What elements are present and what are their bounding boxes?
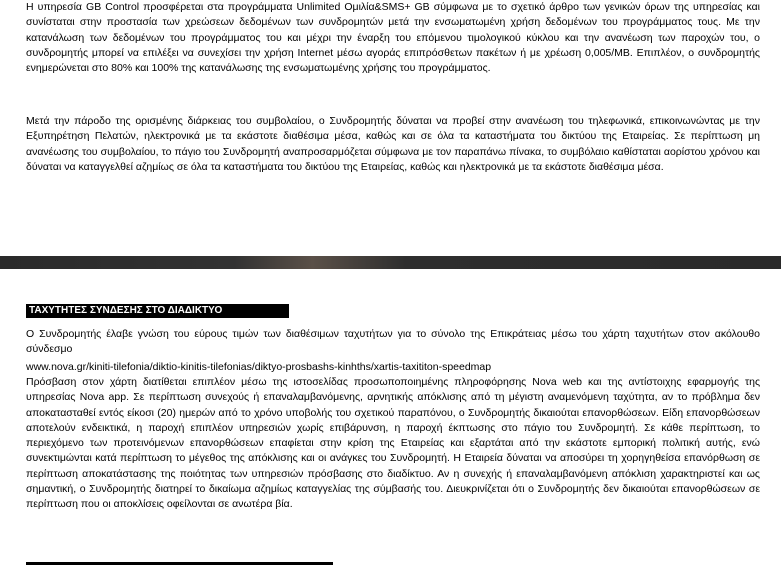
section-title: ΤΑΧΥΤΗΤΕΣ ΣΥΝΔΕΣΗΣ ΣΤΟ ΔΙΑΔΙΚΤΥΟ (26, 304, 289, 318)
contract-renewal-paragraph: Μετά την πάροδο της ορισμένης διάρκειας του συμβολαίου, ο Συνδρομητής δύναται να προβεί στην ανανέωση του τηλεφωνικά, επικοινωνώντας με την Εξυπηρέτηση Πελατών, ηλεκτρονικά με τα εκάστοτε διαθέσιμα μέσα, καθώς και σε όλα τα καταστήματα του δικτύου της Εταιρείας. Σε περίπτωση μη ανανέωσης του συμβολαίου, το πάγιο του Συνδρομητή αναπροσαρμόζεται σύμφωνα με τον παραπάνω πίνακα, το συμβόλαιο καθίσταται αορίστου χρόνου και δύναται να καταγγελθεί αζημίως σε όλα τα καταστήματα του δικτύου της Εταιρείας, καθώς και ηλεκτρονικά με τα εκάστοτε διαθέσιμα μέσα. (26, 115, 760, 173)
banner-image-strip (0, 256, 781, 269)
speedmap-link[interactable]: www.nova.gr/kiniti-tilefonia/diktio-kinitis-tilefonias/diktyo-prosbashs-kinhths/xartis-taxititon-speedmap (26, 361, 492, 373)
speed-body-paragraph: Πρόσβαση στον χάρτη διατίθεται επιπλέον μέσω της ιστοσελίδας προσωποποιημένης πληροφόρησης Nova web και της αντίστοιχης εφαρμογής της υπηρεσίας Nova app. Σε περίπτωση συνεχούς ή επαναλαμβανόμενης, αρνητικής απόκλισης από τη μέγιστη αναμενόμενη ταχύτητα, αν το πρόβλημα δεν αποκατασταθεί εντός είκοσι (20) ημερών από το χρόνο υποβολής του σχετικού παραπόνου, ο Συνδρομητής δικαιούται επανορθώσεων. Είδη επανορθώσεων αποτελούν ενδεικτικά, η παροχή επιπλέον υπηρεσιών χωρίς επιβάρυνση, η παροχή έκπτωσης στο πάγιο του Συνδρομητή. Σε κάθε περίπτωση, το περιεχόμενο των προτεινόμενων επανορθώσεων επαφίεται στην κρίση της Εταιρείας και εξαρτάται από την εκάστοτε εμπορική πολιτική αυτής, ενώ συνεκτιμώνται κατά περίπτωση το μέγεθος της απόκλισης και οι ανάγκες του Συνδρομητή. Η Εταιρεία δύναται να αποσύρει τη χορηγηθείσα επανόρθωση σε περίπτωση αποκατάστασης της ποιότητας των υπηρεσιών πρόσβασης στο διαδίκτυο. Αν η συνεχής ή επαναλαμβανόμενη απόκλιση χαρακτηριστεί και ως σημαντική, ο Συνδρομητής διατηρεί το δικαίωμα αζημίως καταγγελίας της σύμβασής του. Διευκρινίζεται ότι ο Συνδρομητής δεν δικαιούται επανορθώσεων σε περίπτωση που οι αποκλίσεις οφείλονται σε ανωτέρα βία. (26, 376, 760, 511)
gb-control-paragraph: Η υπηρεσία GB Control προσφέρεται στα προγράμματα Unlimited Ομιλία&SMS+ GB σύμφωνα με το σχετικό άρθρο των γενικών όρων της υπηρεσίας και συνίσταται στην προστασία των χρεώσεων δεδομένων των συνδρομητών μετά την ενσωματωμένη χρήση δεδομένων του προγράμματος τους. Με την κατανάλωση των δεδομένων του προγράμματος του και μέχρι την έναρξη του επόμενου τιμολογικού κύκλου και την ανανέωση των παροχών του, ο συνδρομητής μπορεί να επιλέξει να συνεχίσει την χρήση Internet μέσω αγοράς επιπρόσθετων πακέτων ή με χρέωση 0,005/MB. Επιπλέον, ο συνδρομητής ενημερώνεται στο 80% και 100% της κατανάλωσης της ενσωματωμένης χρήσης του προγράμματος. (26, 1, 760, 75)
speed-intro-paragraph: Ο Συνδρομητής έλαβε γνώση του εύρους τιμών των διαθέσιμων ταχυτήτων για το σύνολο της Επικράτειας μέσω του χάρτη ταχυτήτων στον ακόλουθο σύνδεσμο (26, 328, 760, 356)
